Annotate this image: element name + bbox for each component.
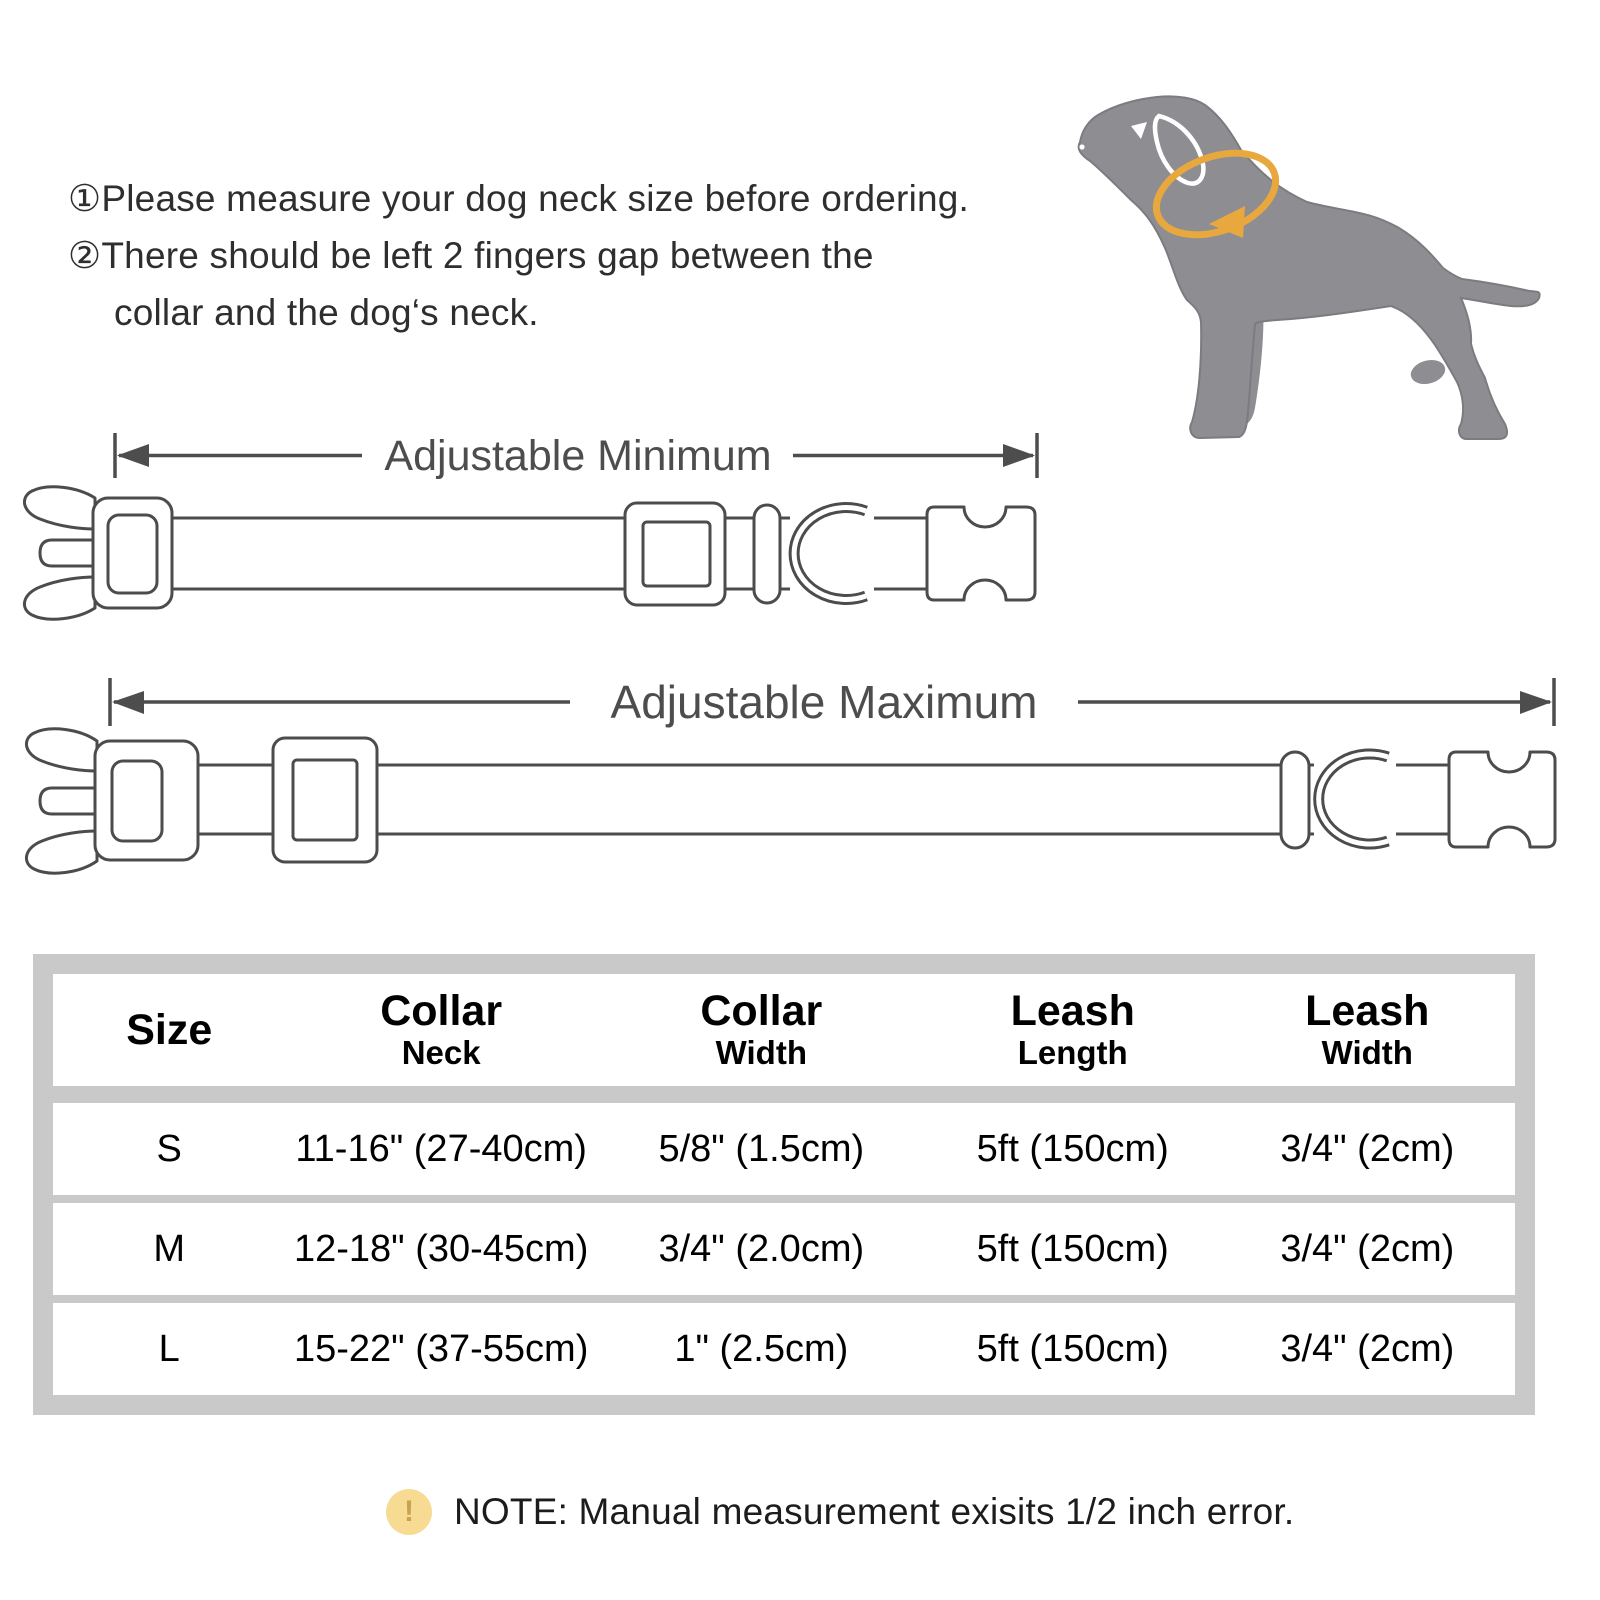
left-arrowhead: [117, 444, 149, 467]
right-arrowhead: [1003, 444, 1035, 467]
note-text: NOTE: Manual measurement exisits 1/2 inch error.: [454, 1491, 1295, 1532]
instruction-line-1: ①Please measure your dog neck size before ordering.: [68, 178, 970, 219]
size-table: [33, 954, 1535, 1415]
right-arrowhead: [1520, 691, 1552, 714]
cell-collar-neck: 15-22" (37-55cm): [293, 1327, 589, 1370]
cell-leash-width: 3/4" (2cm): [1280, 1127, 1455, 1170]
adjustable-maximum-diagram: [0, 655, 1600, 905]
dog-illustration: [1015, 60, 1555, 480]
minimum-label: Adjustable Minimum: [384, 432, 772, 480]
measurement-note: [386, 1486, 1294, 1538]
table-row-l: [53, 1303, 1515, 1395]
maximum-collar: [26, 729, 1555, 873]
maximum-label: Adjustable Maximum: [610, 676, 1038, 728]
cell-size: S: [156, 1127, 182, 1170]
table-row-m: [53, 1203, 1515, 1295]
exclamation-icon: !: [386, 1489, 432, 1535]
instruction-line-2: ②There should be left 2 fingers gap between the: [68, 235, 874, 276]
table-header-row: [53, 974, 1515, 1086]
table-row-s: [53, 1103, 1515, 1195]
cell-leash-length: 5ft (150cm): [976, 1227, 1169, 1270]
header-leash-width: Leash Width: [1305, 987, 1430, 1071]
cell-collar-neck: 12-18" (30-45cm): [293, 1227, 589, 1270]
cell-leash-length: 5ft (150cm): [976, 1327, 1169, 1370]
cell-collar-width: 1" (2.5cm): [674, 1327, 849, 1370]
adjustable-minimum-diagram: [0, 420, 1600, 655]
cell-size: M: [153, 1227, 186, 1270]
cell-collar-width: 5/8" (1.5cm): [658, 1127, 865, 1170]
dog-silhouette: [1079, 96, 1540, 439]
minimum-collar: [24, 487, 1035, 619]
measuring-instructions: [68, 170, 1028, 341]
dog-nose: [1079, 144, 1084, 149]
header-size: Size: [126, 1006, 213, 1054]
cell-leash-width: 3/4" (2cm): [1280, 1227, 1455, 1270]
left-arrowhead: [112, 691, 144, 714]
cell-size: L: [158, 1327, 180, 1370]
cell-collar-neck: 11-16" (27-40cm): [295, 1127, 587, 1170]
cell-collar-width: 3/4" (2.0cm): [658, 1227, 865, 1270]
header-leash-length: Leash Length: [1010, 987, 1135, 1071]
cell-leash-width: 3/4" (2cm): [1280, 1327, 1455, 1370]
header-collar-neck: Collar Neck: [380, 987, 503, 1071]
cell-leash-length: 5ft (150cm): [976, 1127, 1169, 1170]
header-collar-width: Collar Width: [700, 987, 823, 1071]
instruction-line-3: collar and the dog‘s neck.: [114, 292, 539, 333]
